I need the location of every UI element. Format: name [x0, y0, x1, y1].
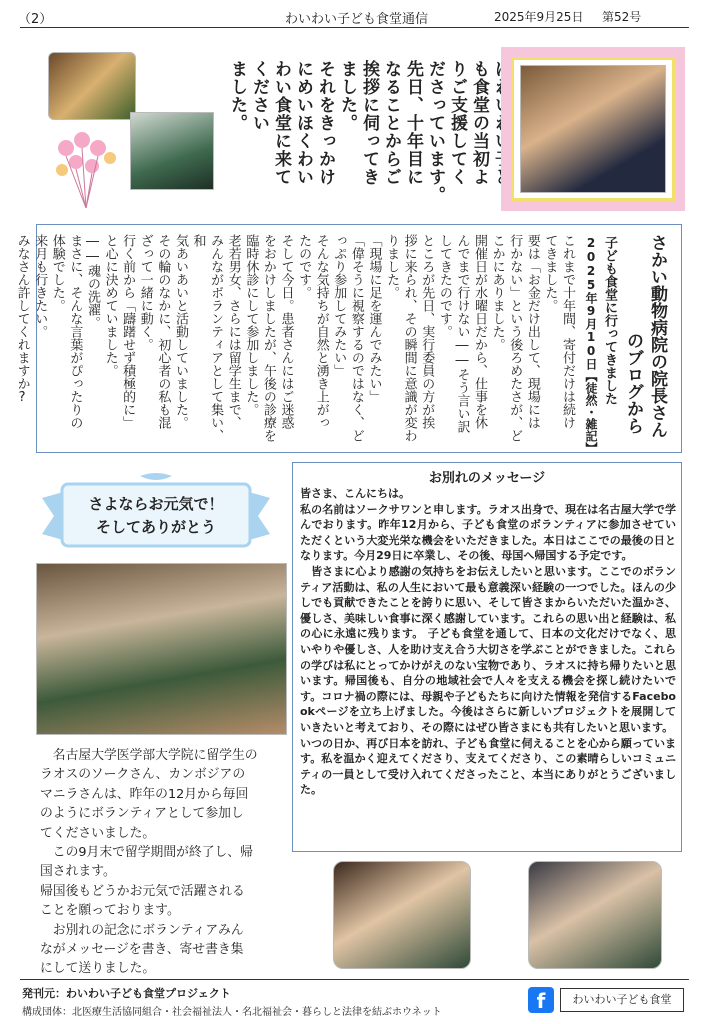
farewell-caption: 名古屋大学医学部大学院に留学生の ラオスのソークさん、カンボジアの マニラさんは、昨年の12月から毎回 のようにボランティアとして参加し てくださいました。 この9月末で留学期間が終了し、帰 国されます。 帰国後もどうかお元気で活躍される ことを願っております。 お別れの記念にボランティアみん ながメッセージを書き、寄せ書き集 にして送りました。	[40, 748, 258, 977]
blog-heading: さかい動物病院の院長さん	[647, 234, 667, 438]
newsletter-title: わいわい子ども食堂通信	[285, 12, 429, 27]
message-body: 皆さま、こんにちは。 私の名前はソークサワンと申します。ラオス出身で、現在は名古屋大学で学んでおります。昨年12月から、子ども食堂のボランティアに参加させていただくという大変光栄な機会をいただきました。本日はここでの最後の日となります。今月29日に卒業し、その後、母国へ帰国する予定です。 皆さまに心より感謝の気持ちをお伝えしたいと思います。ここでのボランティア活動は、私の人生において最も意義深い経験の一つでした。ほんの少しでも貢献できたことを誇りに思い、そして皆さまからいただいた温かさ、優しさ、美味しい食事に深く感謝しています。これらの思い出と経験は、私の心に永遠に残ります。 子ども食堂を通して、日本の文化だけでなく、思いやりや優しさ、人を助け支え合う大切さを学ぶことができました。これらの学びは私にとってかけがえのない宝物であり、ラオスに持ち帰りたいと思います。帰国後も、自分の地域社会で人々を支える機会を探し続けたいです。コロナ禍の際には、母親や子どもたちに向けた情報を発信するFacebookページを立ち上げました。今後はさらに新しいプロジェクトを展開していきたいと考えており、その際にはぜひ皆さまにも共有したいと思います。 いつの日か、再び日本を訪れ、子ども食堂に伺えることを心から願っています。私を温かく迎えてくださり、支えてくださり、この素晴らしいコミュニティの一員として受け入れてくださったこと、本当にありがとうございました。	[300, 487, 676, 797]
blog-subtitle: 子ども食堂に行ってきました	[602, 236, 617, 405]
publisher-label: 発刊元：	[22, 987, 66, 1000]
page-number: （2）	[18, 12, 53, 27]
issue-date: 2025年9月25日	[494, 10, 584, 24]
director-photo	[520, 65, 666, 193]
publisher-line	[22, 985, 231, 1001]
publisher-name: わいわい子ども食堂プロジェクト	[66, 987, 231, 1000]
group-photo	[36, 563, 287, 735]
footer-rule	[20, 979, 689, 980]
top-article-text: も食堂の当初よ りご支援してく ださっています。 先日、十年目に なることからご 挨拶に伺ってき ました。 それをきっかけ にめいほくわい わい食堂に来て ください ました。	[227, 60, 489, 204]
food-photo	[48, 52, 136, 120]
cooking-photo	[130, 112, 214, 190]
header-rule	[20, 27, 689, 28]
issue-number: 第52号	[602, 10, 642, 24]
heart-balloons-decoration	[48, 128, 128, 218]
farewell-photo-2	[528, 861, 662, 969]
farewell-photo-1	[333, 861, 471, 969]
blog-body: これまで十年間、寄付だけは続け てきました。 要は「お金だけ出して、現場には 行かない」という後ろめたさが、ど こかにありました。 開催日が水曜日だから、仕事を休 んでまで行けない――そう言い訳 してきたのです。 ところが先日、実行委員の方が挨 拶に来られ、その瞬間に意識が変わ りました。 「現場に足を運んでみたい」 「偉そうに視察するのではなく、ど っぷり参加してみたい」 そんな気持ちが自然と湧き上がっ たのです。 そして今日。患者さんにはご迷惑 をおかけしましたが、午後の診療を 臨時休診にして参加しました。 老若男女、さらには留学生まで、 みんながボランティアとして集い、和 気あいあいと活動していました。 その輪のなかに、初心者の私も混 ざって一緒に動く。 行く前から「躊躇せず積極的に」 と心に決めていました。 ――魂の洗濯。 まさに、そんな言葉がぴったりの 体験でした。 来月も行きたい。 みなさん許してくれますか?	[14, 234, 575, 442]
facebook-page-link[interactable]: わいわい子ども食堂	[560, 988, 684, 1012]
blog-date: 2025年9月10日【徒然・雑記】	[584, 236, 598, 454]
facebook-icon[interactable]: f	[528, 987, 554, 1013]
message-title: お別れのメッセージ	[428, 471, 546, 486]
banner-line-2: そしてありがとう	[95, 518, 216, 536]
member-organizations: 構成団体：北医療生活協同組合・社会福祉法人・名北福祉会・暮らしと法律を結ぶホウネット	[22, 1007, 442, 1018]
banner-line-1: さよならお元気で！	[88, 495, 224, 513]
blog-heading-sub: のブログから	[623, 332, 643, 434]
